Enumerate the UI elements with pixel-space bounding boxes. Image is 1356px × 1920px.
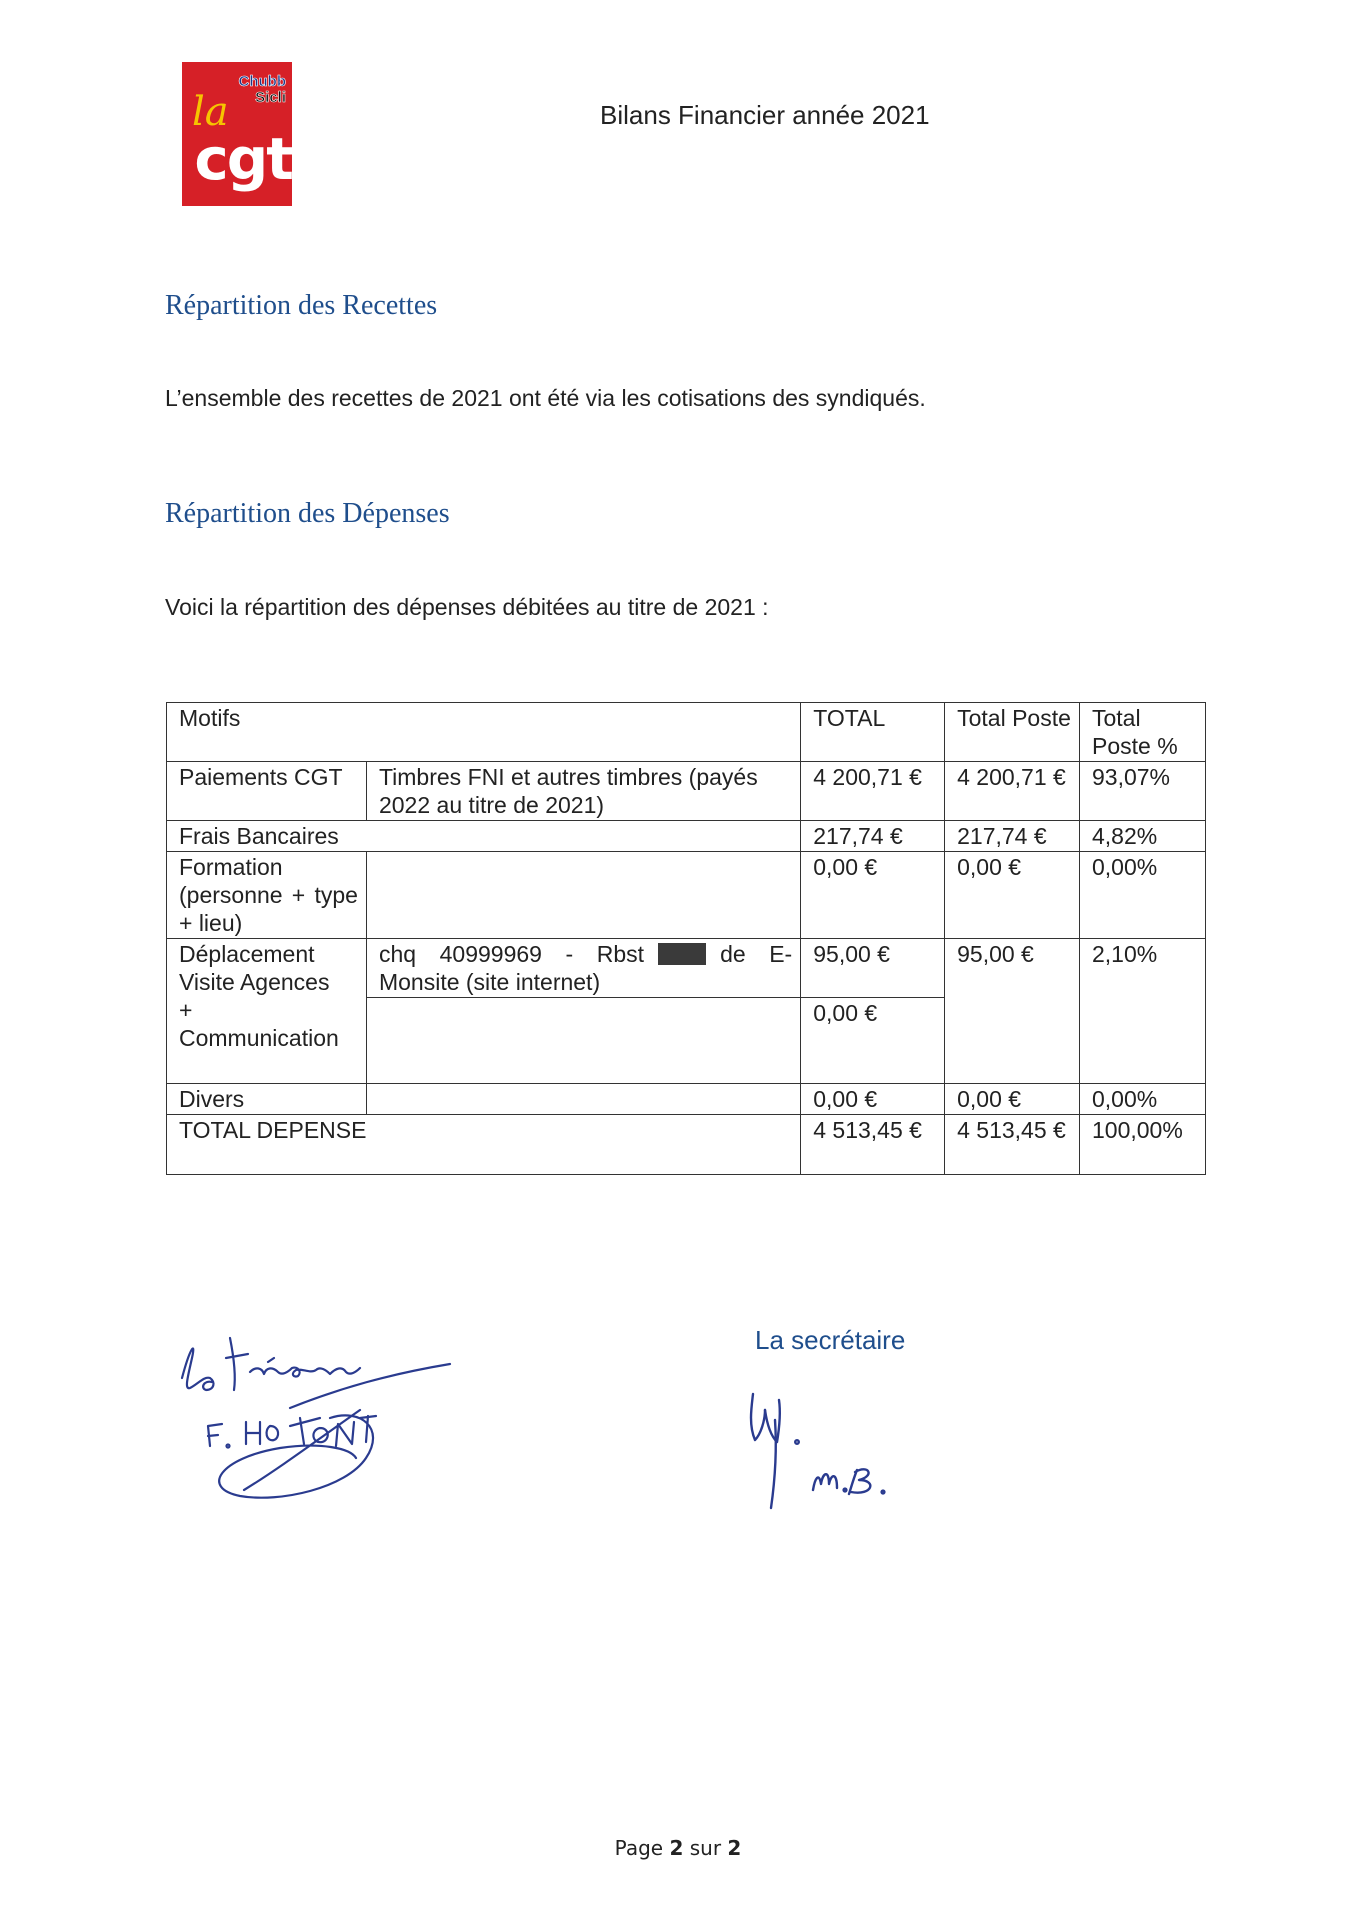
row-label: Déplacement Visite Agences + Communication <box>167 939 367 1084</box>
table-total-row <box>167 1115 1206 1175</box>
document-title: Bilans Financier année 2021 <box>600 100 930 130</box>
row-total: 0,00 € <box>801 852 945 939</box>
row-label: Formation (personne + type + lieu) <box>167 852 367 939</box>
row-total: 217,74 € <box>801 821 945 852</box>
row-total: 4 200,71 € <box>801 762 945 821</box>
footer-page-total: 2 <box>727 1836 742 1860</box>
header-total-poste-pct: Total Poste % <box>1080 703 1206 762</box>
header-motifs: Motifs <box>167 703 801 762</box>
logo-script: la <box>192 89 229 135</box>
row-detail-empty <box>366 998 800 1084</box>
footer-sep: sur <box>689 1836 722 1860</box>
row-poste: 217,74 € <box>945 821 1080 852</box>
row-poste: 0,00 € <box>945 1084 1080 1115</box>
row-label: Paiements CGT <box>167 762 367 821</box>
row-detail <box>366 939 800 998</box>
logo-brand: cgt <box>194 125 292 193</box>
table-row <box>167 762 1206 821</box>
table-row <box>167 1084 1206 1115</box>
row-total: 0,00 € <box>801 998 945 1084</box>
table-row <box>167 939 1206 998</box>
depenses-heading: Répartition des Dépenses <box>165 498 450 529</box>
secretaire-signature <box>745 1380 945 1520</box>
header-total-poste: Total Poste <box>945 703 1080 762</box>
row-poste: 4 200,71 € <box>945 762 1080 821</box>
row-label: Divers <box>167 1084 367 1115</box>
row-label: TOTAL DEPENSE <box>167 1115 801 1175</box>
logo-line1: Chubb <box>238 73 286 90</box>
row-label: Frais Bancaires <box>167 821 801 852</box>
tresorier-signature <box>170 1318 470 1518</box>
row-pct: 100,00% <box>1080 1115 1206 1175</box>
table-row <box>167 821 1206 852</box>
row-pct: 0,00% <box>1080 852 1206 939</box>
row-total: 4 513,45 € <box>801 1115 945 1175</box>
row-pct: 93,07% <box>1080 762 1206 821</box>
row-total: 0,00 € <box>801 1084 945 1115</box>
row-poste: 0,00 € <box>945 852 1080 939</box>
footer-page-word: Page <box>614 1836 664 1860</box>
footer-page-number: 2 <box>669 1836 684 1860</box>
cgt-logo <box>182 62 292 206</box>
redaction-block <box>658 943 706 965</box>
logo-line2: Sicli <box>255 89 286 106</box>
row-pct: 4,82% <box>1080 821 1206 852</box>
row-total: 95,00 € <box>801 939 945 998</box>
table-row <box>167 852 1206 939</box>
row-poste: 95,00 € <box>945 939 1080 1084</box>
detail-post: de E-Monsite (site internet) <box>378 941 793 995</box>
row-detail: Timbres FNI et autres timbres (payés 2022 au titre de 2021) <box>366 762 800 821</box>
row-detail-empty <box>366 852 800 939</box>
row-poste: 4 513,45 € <box>945 1115 1080 1175</box>
row-pct: 0,00% <box>1080 1084 1206 1115</box>
header-total: TOTAL <box>801 703 945 762</box>
recettes-text: L’ensemble des recettes de 2021 ont été via les cotisations des syndiqués. <box>165 385 926 411</box>
row-detail-empty <box>366 1084 800 1115</box>
expense-table <box>166 702 1206 1175</box>
table-header-row <box>167 703 1206 762</box>
recettes-heading: Répartition des Recettes <box>165 290 438 321</box>
page-footer <box>0 1836 1356 1860</box>
row-pct: 2,10% <box>1080 939 1206 1084</box>
detail-pre: chq 40999969 - Rbst <box>378 941 645 967</box>
depenses-intro: Voici la répartition des dépenses débitées au titre de 2021 : <box>165 594 769 620</box>
secretaire-label: La secrétaire <box>755 1325 906 1355</box>
